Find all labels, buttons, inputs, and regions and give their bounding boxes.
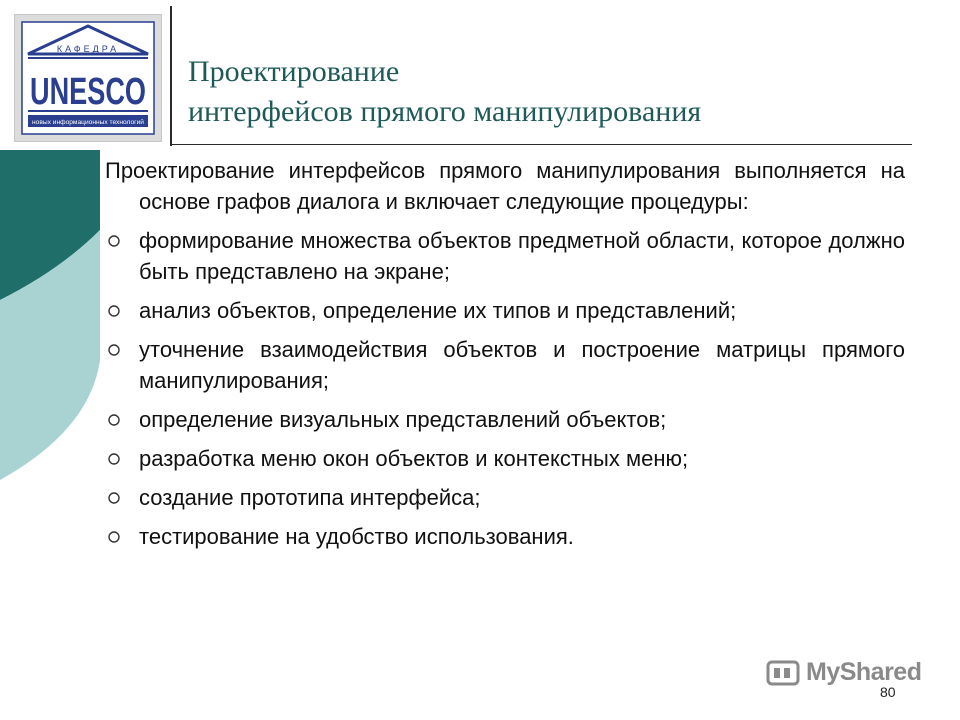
- circle-bullet-icon: [107, 452, 121, 466]
- header-vertical-rule: [170, 6, 172, 146]
- list-item-text: тестирование на удобство использования.: [139, 524, 574, 549]
- circle-bullet-icon: [107, 530, 121, 544]
- list-item: [105, 334, 905, 396]
- list-item-text: анализ объектов, определение их типов и представлений;: [139, 298, 737, 323]
- list-item-text: определение визуальных представлений объектов;: [139, 407, 667, 432]
- list-item: [105, 521, 905, 552]
- logo-brand-text: UNESCO: [30, 71, 146, 113]
- list-item: [105, 482, 905, 513]
- circle-bullet-icon: [107, 304, 121, 318]
- page-number: 80: [880, 684, 896, 700]
- slide-title-line-1: Проектирование: [188, 55, 400, 88]
- slide-title-line-2: интерфейсов прямого манипулирования: [188, 95, 702, 128]
- list-item-text: уточнение взаимодействия объектов и построение матрицы прямого манипулирования;: [139, 337, 905, 393]
- slide-body: [105, 155, 905, 560]
- circle-bullet-icon: [107, 343, 121, 357]
- circle-bullet-icon: [107, 491, 121, 505]
- intro-paragraph: Проектирование интерфейсов прямого манипулирования выполняется на основе графов диалога и включает следующие процедуры:: [105, 158, 905, 214]
- list-item-text: формирование множества объектов предметной области, которое должно быть представлено на экране;: [139, 228, 905, 284]
- procedure-list: [105, 225, 905, 552]
- header-horizontal-rule: [170, 144, 912, 145]
- list-item: [105, 404, 905, 435]
- list-item-text: разработка меню окон объектов и контекстных меню;: [139, 446, 689, 471]
- list-item: [105, 443, 905, 474]
- list-item: [105, 225, 905, 287]
- logo-bottom-text: новых информационных технологий: [32, 119, 142, 126]
- logo-arch-text: КАФЕДРА: [56, 44, 120, 54]
- circle-bullet-icon: [107, 413, 121, 427]
- list-item-text: создание прототипа интерфейса;: [139, 485, 481, 510]
- watermark-text: MyShared: [806, 658, 922, 686]
- unesco-logo: [14, 14, 162, 142]
- list-item: [105, 295, 905, 326]
- slide-title: [188, 52, 908, 132]
- circle-bullet-icon: [107, 234, 121, 248]
